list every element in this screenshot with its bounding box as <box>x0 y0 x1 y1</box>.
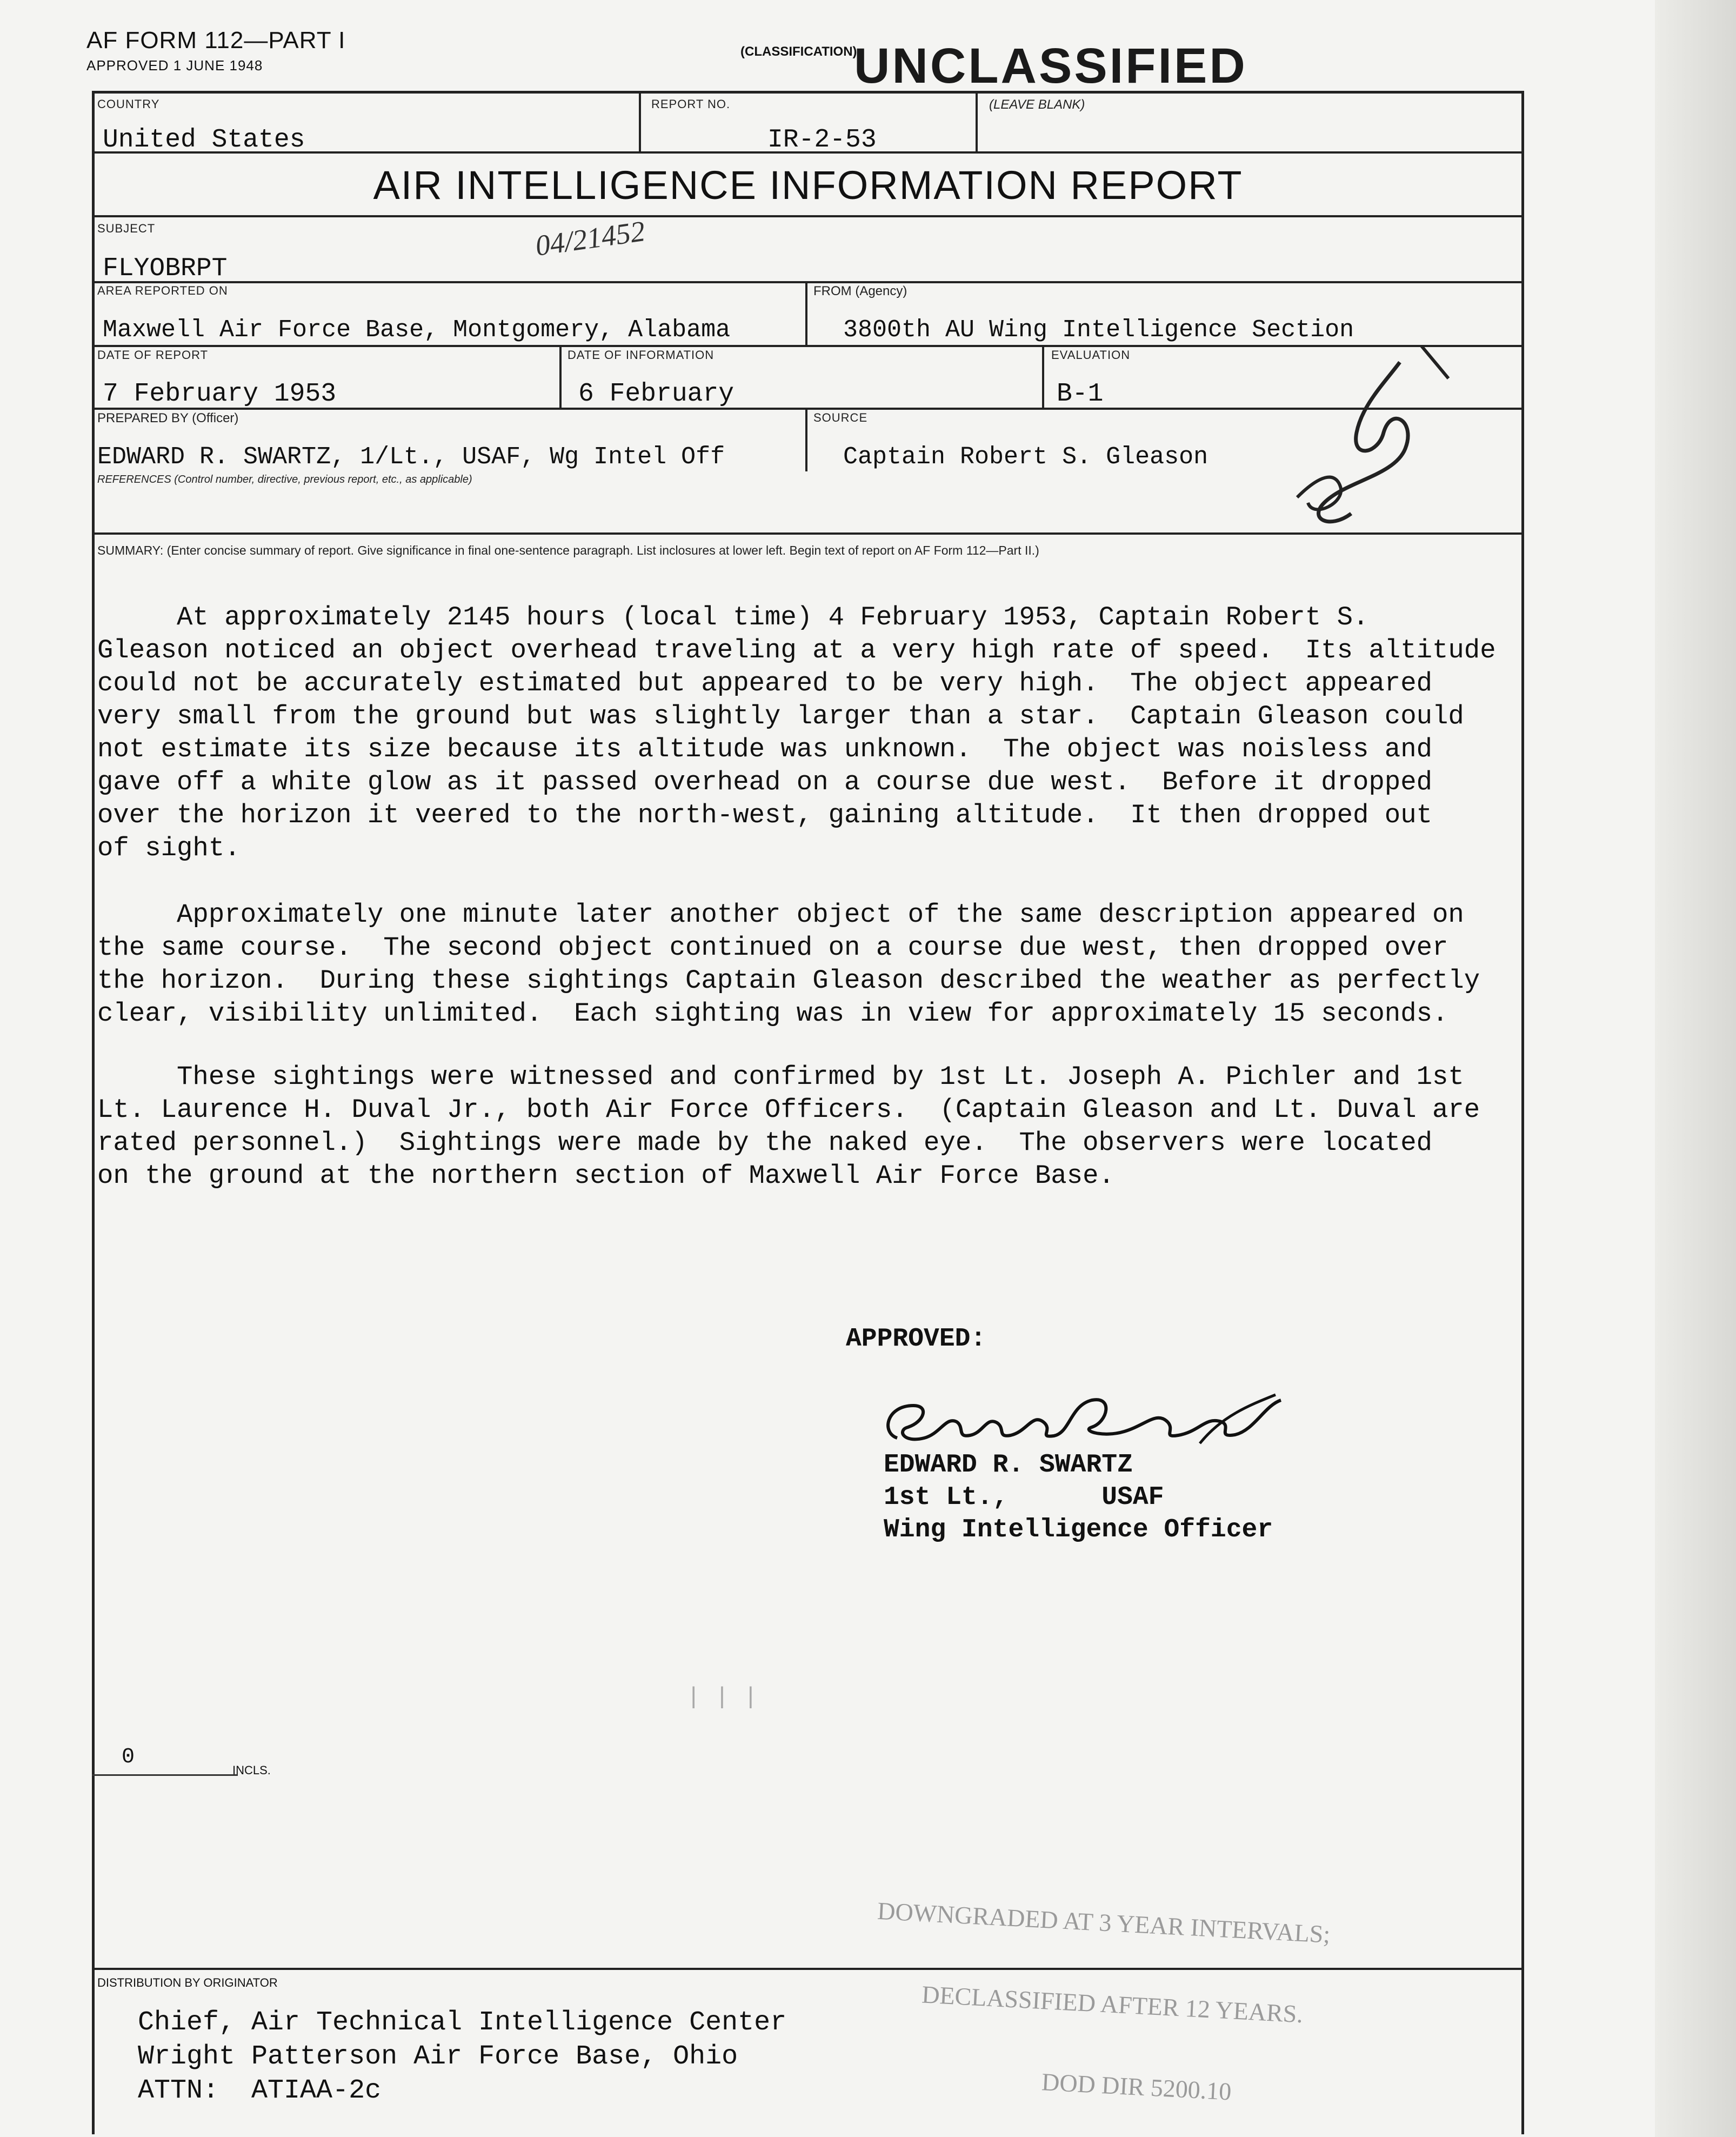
prepared-by-value: EDWARD R. SWARTZ, 1/Lt., USAF, Wg Intel Off <box>97 443 725 471</box>
report-title: AIR INTELLIGENCE INFORMATION REPORT <box>373 163 1243 208</box>
report-no-value: IR-2-53 <box>767 125 877 155</box>
signature <box>876 1384 1286 1460</box>
downgrade-stamp-line-1: DOWNGRADED AT 3 YEAR INTERVALS; <box>877 1896 1331 1948</box>
area-label: AREA REPORTED ON <box>97 284 228 297</box>
divider <box>805 281 807 345</box>
evaluation-label: EVALUATION <box>1051 348 1131 362</box>
prepared-by-label: PREPARED BY (Officer) <box>97 411 239 425</box>
source-value: Captain Robert S. Gleason <box>843 443 1208 471</box>
country-value: United States <box>103 125 305 155</box>
divider <box>92 1968 1524 1970</box>
body-paragraph-2: Approximately one minute later another object of the same description appeared on the same course. The second object continued on a course due west, then dropped over the horizon. During these sightings Captain Gleason described the weather as perfectly clear, visibility unlimited. Each sighting was in view for approximately 15 seconds. <box>97 900 1480 1029</box>
classification-label: (CLASSIFICATION) <box>740 44 857 59</box>
date-of-information-value: 6 February <box>578 380 735 409</box>
divider <box>639 91 641 151</box>
inclosures-count: 0 <box>122 1745 135 1769</box>
approved-label: APPROVED: <box>846 1324 986 1354</box>
faint-bleedthrough-mark: | | | <box>686 1684 758 1711</box>
divider <box>1042 345 1044 408</box>
divider <box>559 345 562 408</box>
scan-edge <box>1655 0 1736 2137</box>
divider <box>805 408 807 471</box>
downgrade-stamp-line-3: DOD DIR 5200.10 <box>1041 2068 1232 2106</box>
signature-block: EDWARD R. SWARTZ 1st Lt., USAF Wing Intelligence Officer <box>884 1450 1273 1545</box>
divider <box>976 91 978 151</box>
date-of-report-value: 7 February 1953 <box>103 380 337 409</box>
date-of-information-label: DATE OF INFORMATION <box>567 348 715 362</box>
inclosures-line <box>92 1774 238 1776</box>
from-label: FROM (Agency) <box>813 284 907 298</box>
report-no-label: REPORT NO. <box>651 97 731 111</box>
downgrade-stamp <box>867 1843 1334 2137</box>
distribution-label: DISTRIBUTION BY ORIGINATOR <box>97 1976 278 1989</box>
source-label: SOURCE <box>813 411 868 424</box>
handwritten-number: 04/21452 <box>533 215 647 262</box>
inclosures-label: INCLS. <box>232 1763 271 1777</box>
divider <box>92 281 1524 283</box>
references-label: REFERENCES (Control number, directive, previous report, etc., as applicable) <box>97 474 472 485</box>
distribution-text: Chief, Air Technical Intelligence Center Wright Patterson Air Force Base, Ohio ATTN: ATIAA-2c <box>138 2007 787 2106</box>
downgrade-stamp-line-2: DECLASSIFIED AFTER 12 YEARS. <box>921 1980 1304 2028</box>
divider <box>92 151 1524 154</box>
evaluation-value: B-1 <box>1057 380 1104 409</box>
subject-value: FLYOBRPT <box>103 254 228 283</box>
handwritten-initials <box>1276 341 1470 546</box>
summary-label: SUMMARY: (Enter concise summary of report. Give significance in final one-sentence paragraph. List inclosures at lower left. Begin text of report on AF Form 112—Part II.) <box>97 543 1039 557</box>
body-paragraph-1: At approximately 2145 hours (local time) 4 February 1953, Captain Robert S. Gleason noticed an object overhead traveling at a very high rate of speed. Its altitude could not be accurately estimated but appeared to be very high. The object appeared very small from the ground but was slightly larger than a star. Captain Gleason could not estimate its size because its altitude was unknown. The object was noisless and gave off a white glow as it passed overhead on a course due west. Before it dropped over the horizon it veered to the north-west, gaining altitude. It then dropped out of sight. <box>97 602 1496 863</box>
area-value: Maxwell Air Force Base, Montgomery, Alabama <box>103 316 731 344</box>
form-approved-date: APPROVED 1 JUNE 1948 <box>86 57 263 74</box>
country-label: COUNTRY <box>97 97 160 111</box>
form-id: AF FORM 112—PART I <box>86 27 346 54</box>
subject-label: SUBJECT <box>97 222 156 235</box>
from-value: 3800th AU Wing Intelligence Section <box>843 316 1354 344</box>
divider <box>92 215 1524 217</box>
classification-stamp: UNCLASSIFIED <box>854 38 1247 94</box>
date-of-report-label: DATE OF REPORT <box>97 348 209 362</box>
body-paragraph-3: These sightings were witnessed and confirmed by 1st Lt. Joseph A. Pichler and 1st Lt. Laurence H. Duval Jr., both Air Force Officers. (Captain Gleason and Lt. Duval are rated personnel.) Sightings were made by the naked eye. The observers were located on the ground at the northern section of Maxwell Air Force Base. <box>97 1062 1480 1191</box>
leave-blank-label: (LEAVE BLANK) <box>989 97 1085 112</box>
